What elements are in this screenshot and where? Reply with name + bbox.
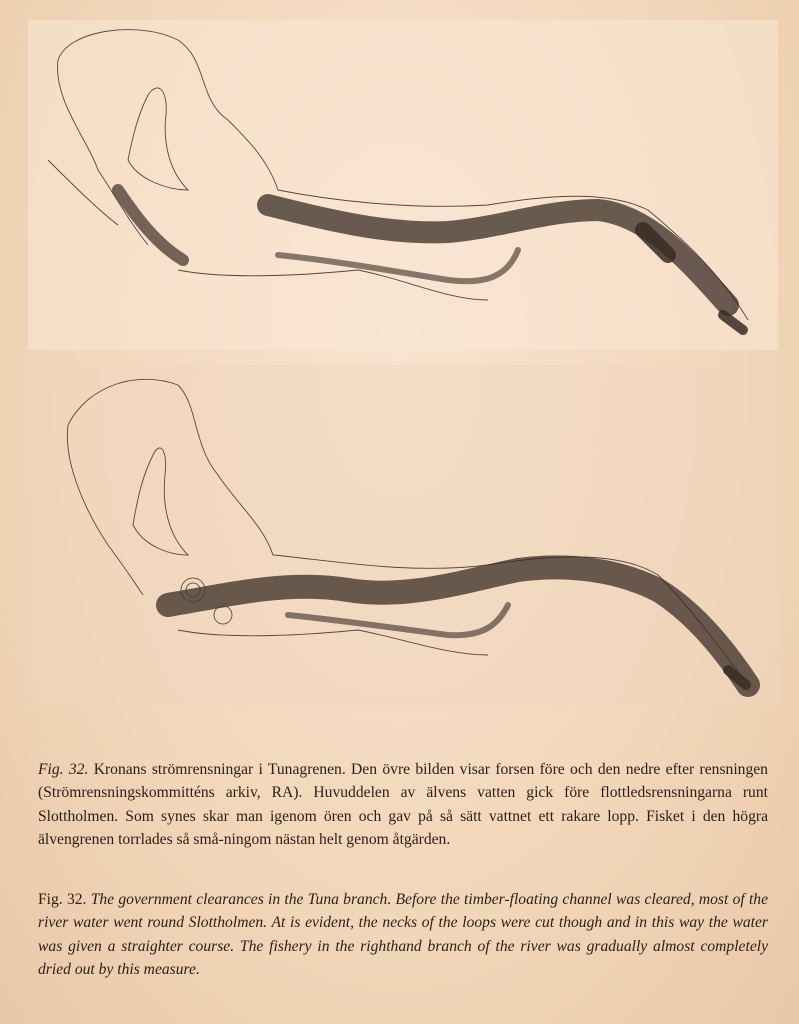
river-dark-patch [723, 315, 743, 330]
river-side-channel [278, 250, 518, 281]
river-main-channel [168, 567, 748, 685]
caption-text-en: The government clearances in the Tuna branch. Before the timber-floating channel was cleared, most of the river water went round Slottholmen. At is evident, the necks of the loops were cut though and in this way the water was given a straighter course. The fishery in the righthand branch of the river was gradually almost completely dried out by this measure. [38, 890, 769, 979]
shoreline-outline [178, 270, 488, 300]
shoreline-outline [67, 425, 143, 595]
shoreline-outline [58, 30, 748, 320]
figure-number-sv: Fig. 32. [38, 760, 89, 778]
island-outline [128, 88, 188, 190]
river-drawing-after [28, 365, 778, 705]
caption-text-sv: Kronans strömrensningar i Tunagrenen. Den övre bilden visar forsen före och den nedre efter rensningen (Strömrensningskommitténs arkiv, RA). Huvuddelen av älvens vatten gick före flottledsrensningarna runt Slottholmen. Som synes skar man igenom ören och gav på så sätt vattnet ett rakare lopp. Fisket i den högra älvengrenen torrlades så små-ningom nästan helt genom åtgärden. [38, 760, 768, 849]
caption-swedish [38, 758, 768, 852]
river-loop-channel [118, 190, 183, 260]
river-map-after-svg [28, 365, 778, 705]
rapids-swirl [214, 606, 232, 624]
shoreline-outline [48, 160, 118, 225]
island-outline [133, 448, 188, 555]
river-map-before-svg [28, 20, 778, 350]
shoreline-outline [68, 379, 748, 685]
river-drawing-before [28, 20, 778, 350]
figure-number-en: Fig. 32. [38, 890, 87, 908]
caption-english [38, 888, 768, 982]
river-side-channel [288, 605, 508, 635]
